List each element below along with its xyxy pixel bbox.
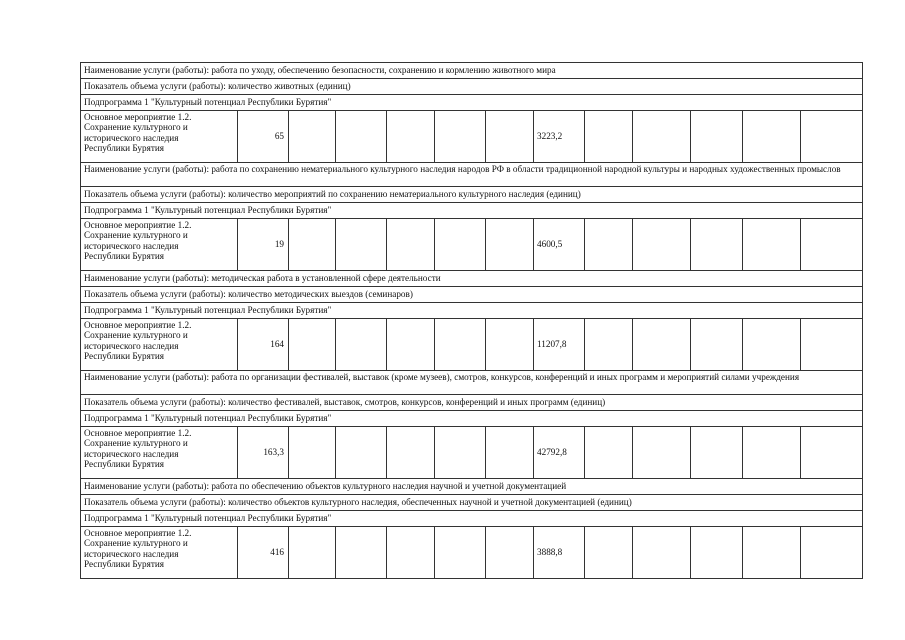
empty-cell bbox=[801, 527, 863, 579]
empty-cell bbox=[743, 427, 801, 479]
subprogram-title: Подпрограмма 1 "Культурный потенциал Республики Бурятия" bbox=[81, 511, 863, 527]
measure-row bbox=[81, 527, 863, 579]
expense-value: 11207,8 bbox=[534, 319, 585, 371]
empty-cell bbox=[585, 319, 633, 371]
subprogram-row bbox=[81, 303, 863, 319]
empty-cell bbox=[289, 427, 336, 479]
service-name: Наименование услуги (работы): работа по обеспечению объектов культурного наследия научной и учетной документацией bbox=[81, 479, 863, 495]
volume-value: 163,3 bbox=[238, 427, 289, 479]
empty-cell bbox=[691, 111, 743, 163]
indicator-row bbox=[81, 495, 863, 511]
empty-cell bbox=[435, 111, 486, 163]
service-row bbox=[81, 271, 863, 287]
volume-indicator: Показатель объема услуги (работы): количество фестивалей, выставок, смотров, конкурсов, конференций и иных программ (единиц) bbox=[81, 395, 863, 411]
empty-cell bbox=[801, 219, 863, 271]
empty-cell bbox=[387, 527, 435, 579]
service-row bbox=[81, 479, 863, 495]
expense-value: 4600,5 bbox=[534, 219, 585, 271]
service-name: Наименование услуги (работы): работа по сохранению нематериального культурного наследия народов РФ в области традиционной народной культуры и народных художественных промыслов bbox=[81, 163, 863, 187]
empty-cell bbox=[289, 319, 336, 371]
service-row bbox=[81, 371, 863, 395]
volume-indicator: Показатель объема услуги (работы): количество объектов культурного наследия, обеспеченных научной и учетной документацией (единиц) bbox=[81, 495, 863, 511]
measure-row bbox=[81, 219, 863, 271]
empty-cell bbox=[691, 219, 743, 271]
empty-cell bbox=[289, 219, 336, 271]
subprogram-row bbox=[81, 411, 863, 427]
volume-value: 65 bbox=[238, 111, 289, 163]
measure-row bbox=[81, 427, 863, 479]
service-name: Наименование услуги (работы): работа по организации фестивалей, выставок (кроме музеев), смотров, конкурсов, конференций и иных программ и мероприятий силами учреждения bbox=[81, 371, 863, 395]
empty-cell bbox=[585, 219, 633, 271]
volume-indicator: Показатель объема услуги (работы): количество методических выездов (семинаров) bbox=[81, 287, 863, 303]
empty-cell bbox=[801, 319, 863, 371]
empty-cell bbox=[633, 111, 691, 163]
empty-cell bbox=[633, 219, 691, 271]
volume-value: 164 bbox=[238, 319, 289, 371]
empty-cell bbox=[691, 427, 743, 479]
expense-value: 3223,2 bbox=[534, 111, 585, 163]
empty-cell bbox=[486, 427, 534, 479]
measure-name: Основное мероприятие 1.2. Сохранение культурного и исторического наследия Республики Бурятия bbox=[81, 319, 238, 371]
empty-cell bbox=[801, 111, 863, 163]
expense-value: 3888,8 bbox=[534, 527, 585, 579]
indicator-row bbox=[81, 395, 863, 411]
empty-cell bbox=[743, 111, 801, 163]
empty-cell bbox=[691, 527, 743, 579]
empty-cell bbox=[289, 527, 336, 579]
empty-cell bbox=[486, 527, 534, 579]
empty-cell bbox=[435, 427, 486, 479]
empty-cell bbox=[387, 319, 435, 371]
measure-name: Основное мероприятие 1.2. Сохранение культурного и исторического наследия Республики Бурятия bbox=[81, 427, 238, 479]
empty-cell bbox=[336, 219, 387, 271]
empty-cell bbox=[585, 111, 633, 163]
service-name: Наименование услуги (работы): работа по уходу, обеспечению безопасности, сохранению и кормлению животного мира bbox=[81, 63, 863, 79]
empty-cell bbox=[801, 427, 863, 479]
measure-name: Основное мероприятие 1.2. Сохранение культурного и исторического наследия Республики Бурятия bbox=[81, 111, 238, 163]
indicator-row bbox=[81, 79, 863, 95]
measure-name: Основное мероприятие 1.2. Сохранение культурного и исторического наследия Республики Бурятия bbox=[81, 219, 238, 271]
empty-cell bbox=[336, 319, 387, 371]
empty-cell bbox=[486, 111, 534, 163]
empty-cell bbox=[435, 527, 486, 579]
empty-cell bbox=[336, 111, 387, 163]
empty-cell bbox=[743, 527, 801, 579]
empty-cell bbox=[743, 219, 801, 271]
empty-cell bbox=[336, 527, 387, 579]
volume-value: 416 bbox=[238, 527, 289, 579]
empty-cell bbox=[585, 427, 633, 479]
empty-cell bbox=[585, 527, 633, 579]
state-assignment-table bbox=[80, 62, 863, 579]
empty-cell bbox=[387, 111, 435, 163]
table-body bbox=[81, 63, 863, 579]
measure-row bbox=[81, 111, 863, 163]
volume-indicator: Показатель объема услуги (работы): количество животных (единиц) bbox=[81, 79, 863, 95]
indicator-row bbox=[81, 287, 863, 303]
indicator-row bbox=[81, 187, 863, 203]
measure-name: Основное мероприятие 1.2. Сохранение культурного и исторического наследия Республики Бурятия bbox=[81, 527, 238, 579]
subprogram-row bbox=[81, 511, 863, 527]
subprogram-row bbox=[81, 203, 863, 219]
empty-cell bbox=[336, 427, 387, 479]
subprogram-title: Подпрограмма 1 "Культурный потенциал Республики Бурятия" bbox=[81, 203, 863, 219]
expense-value: 42792,8 bbox=[534, 427, 585, 479]
empty-cell bbox=[387, 427, 435, 479]
empty-cell bbox=[435, 219, 486, 271]
empty-cell bbox=[633, 319, 691, 371]
empty-cell bbox=[691, 319, 743, 371]
empty-cell bbox=[486, 219, 534, 271]
measure-row bbox=[81, 319, 863, 371]
volume-indicator: Показатель объема услуги (работы): количество мероприятий по сохранению нематериального культурного наследия (единиц) bbox=[81, 187, 863, 203]
service-name: Наименование услуги (работы): методическая работа в установленной сфере деятельности bbox=[81, 271, 863, 287]
volume-value: 19 bbox=[238, 219, 289, 271]
empty-cell bbox=[743, 319, 801, 371]
service-row bbox=[81, 163, 863, 187]
document-table-area bbox=[80, 62, 862, 579]
empty-cell bbox=[486, 319, 534, 371]
empty-cell bbox=[633, 427, 691, 479]
empty-cell bbox=[289, 111, 336, 163]
empty-cell bbox=[633, 527, 691, 579]
subprogram-title: Подпрограмма 1 "Культурный потенциал Республики Бурятия" bbox=[81, 303, 863, 319]
subprogram-row bbox=[81, 95, 863, 111]
empty-cell bbox=[387, 219, 435, 271]
subprogram-title: Подпрограмма 1 "Культурный потенциал Республики Бурятия" bbox=[81, 411, 863, 427]
empty-cell bbox=[435, 319, 486, 371]
subprogram-title: Подпрограмма 1 "Культурный потенциал Республики Бурятия" bbox=[81, 95, 863, 111]
service-row bbox=[81, 63, 863, 79]
